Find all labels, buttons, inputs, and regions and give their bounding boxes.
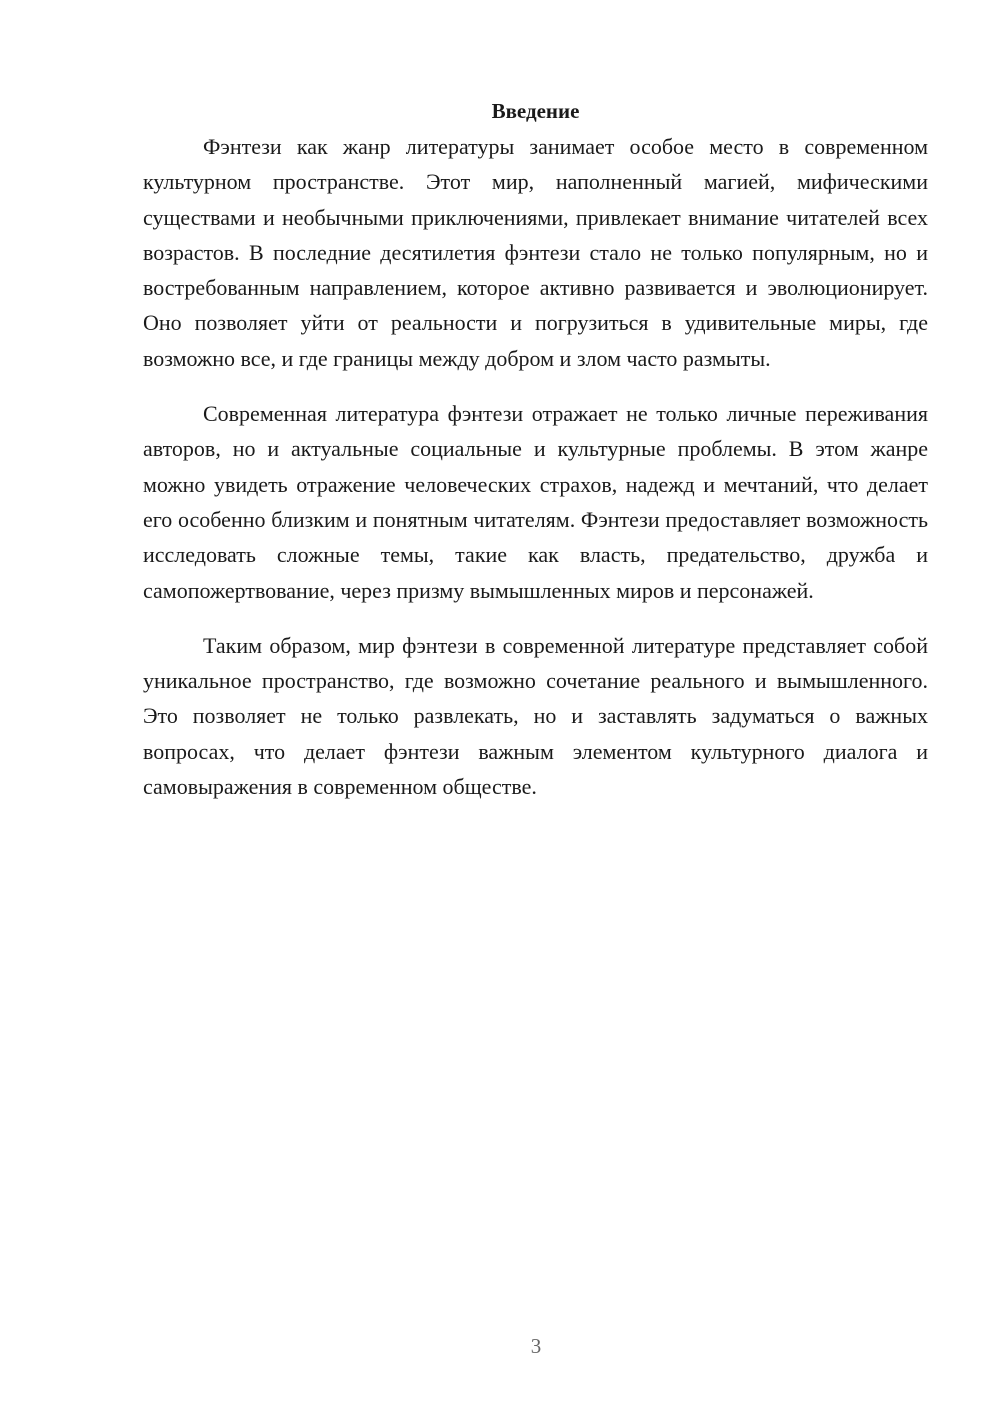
page-number: 3 [530,1334,542,1358]
paragraph-1: Фэнтези как жанр литературы занимает особое место в современном культурном пространстве. Этот мир, наполненный магией, мифическими существами и необычными приключениями, привлекает внимание читателей всех возрастов. В последние десятилетия фэнтези стало не только популярным, но и востребованным направлением, которое активно развивается и эволюционирует. Оно позволяет уйти от реальности и погрузиться в удивительные миры, где возможно все, и где границы между добром и злом часто размыты. [143,134,928,371]
paragraph-2: Современная литература фэнтези отражает не только личные переживания авторов, но и актуальные социальные и культурные проблемы. В этом жанре можно увидеть отражение человеческих страхов, надежд и мечтаний, что делает его особенно близким и понятным читателям. Фэнтези предоставляет возможность исследовать сложные темы, такие как власть, предательство, дружба и самопожертвование, через призму вымышленных миров и персонажей. [143,401,928,603]
section-title: Введение [491,99,580,123]
page-content [143,94,928,824]
paragraph-3: Таким образом, мир фэнтези в современной литературе представляет собой уникальное пространство, где возможно сочетание реального и вымышленного. Это позволяет не только развлекать, но и заставлять задуматься о важных вопросах, что делает фэнтези важным элементом культурного диалога и самовыражения в современном обществе. [143,632,928,800]
